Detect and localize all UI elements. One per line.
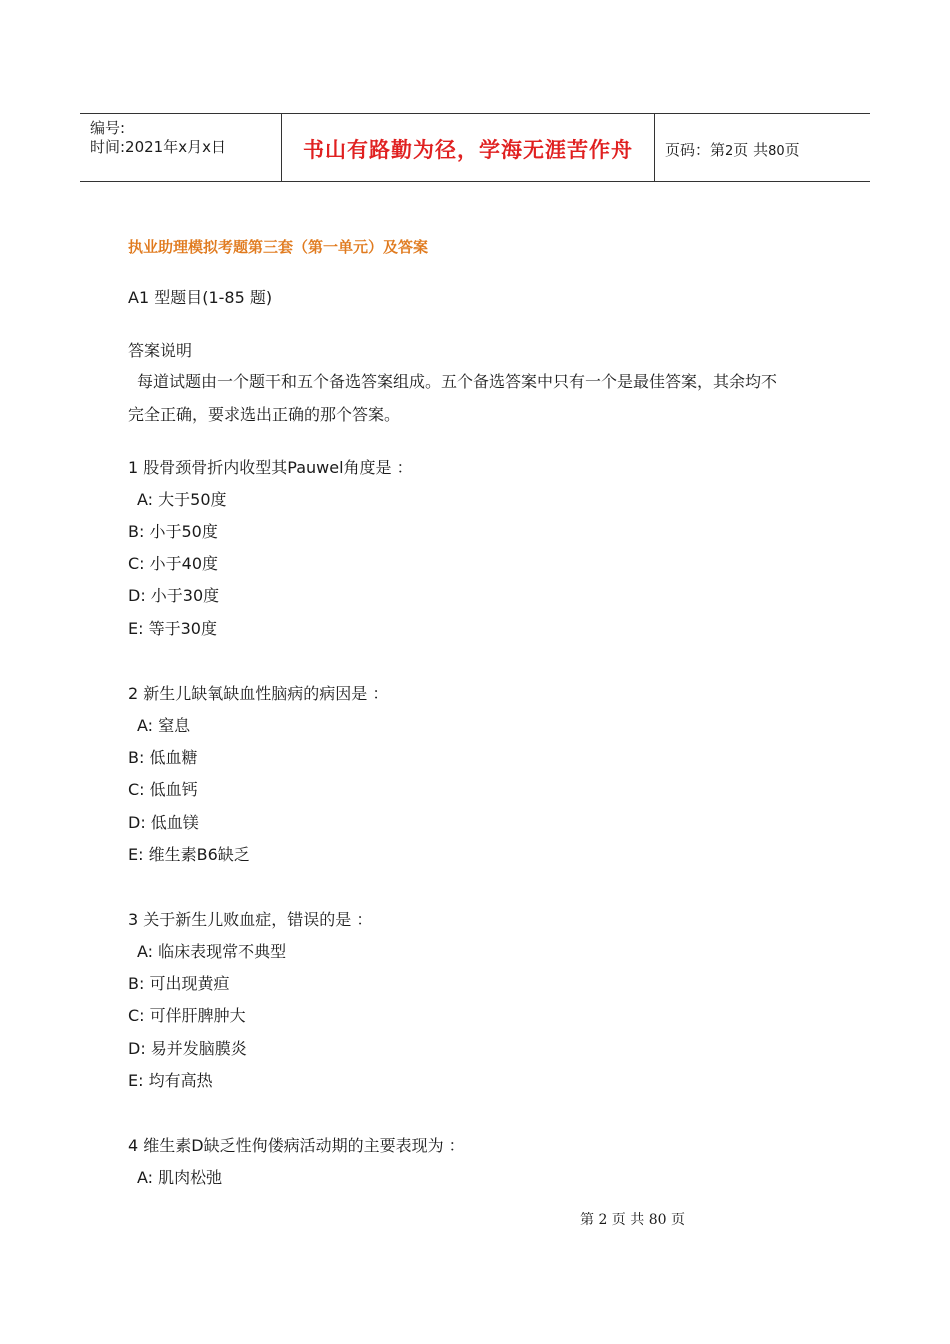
question-3-option-c: C: 可伴肝脾肿大: [128, 1006, 246, 1025]
question-4-option-a: A: 肌肉松弛: [137, 1168, 223, 1187]
question-3-option-d: D: 易并发脑膜炎: [128, 1039, 247, 1058]
question-1-option-e: E: 等于30度: [128, 619, 217, 638]
question-2-option-d: D: 低血镁: [128, 813, 199, 832]
page-suffix: 页: [784, 141, 800, 159]
page-header: [80, 113, 870, 182]
question-1-option-c: C: 小于40度: [128, 554, 219, 573]
question-2-option-a: A: 窒息: [137, 716, 191, 735]
page-prefix: 页码：第: [665, 141, 726, 159]
question-2-option-c: C: 低血钙: [128, 780, 198, 799]
question-1-stem: 1 股骨颈骨折内收型其Pauwel角度是 ：: [128, 458, 413, 477]
page-footer: 第 2 页 共 80 页: [580, 1212, 685, 1228]
motto: 书山有路勤为径，学海无涯苦作舟: [303, 138, 633, 162]
question-3-option-a: A: 临床表现常不典型: [137, 942, 287, 961]
time-label: 时间:2021年x月x日: [90, 138, 226, 156]
question-1-option-a: A: 大于50度: [137, 490, 227, 509]
page-mid: 页 共: [733, 141, 769, 159]
header-page-cell: [655, 114, 870, 181]
page-number: 2: [725, 144, 734, 159]
header-info-cell: [80, 114, 280, 181]
question-3-option-e: E: 均有高热: [128, 1071, 213, 1090]
page-total: 80: [768, 144, 785, 159]
question-3-stem: 3 关于新生儿败血症，错误的是 ：: [128, 910, 373, 929]
instructions-line-2: 完全正确，要求选出正确的那个答案。: [128, 405, 401, 424]
question-1-option-b: B: 小于50度: [128, 522, 218, 541]
question-1-option-d: D: 小于30度: [128, 586, 220, 605]
serial-label: 编号:: [90, 119, 126, 137]
section-heading: A1 型题目(1-85 题): [128, 288, 273, 307]
question-2-option-e: E: 维生素B6缺乏: [128, 845, 250, 864]
instructions-line-1: 每道试题由一个题干和五个备选答案组成。五个备选答案中只有一个是最佳答案，其余均不: [137, 372, 778, 391]
header-motto-cell: [281, 114, 655, 181]
instructions-heading: 答案说明: [128, 341, 193, 360]
question-2-stem: 2 新生儿缺氧缺血性脑病的病因是 ：: [128, 684, 389, 703]
question-3-option-b: B: 可出现黄疸: [128, 974, 230, 993]
page-code: [665, 139, 800, 160]
question-4-stem: 4 维生素D缺乏性佝偻病活动期的主要表现为 ：: [128, 1136, 465, 1155]
document-title: 执业助理模拟考题第三套（第一单元）及答案: [128, 238, 429, 256]
question-2-option-b: B: 低血糖: [128, 748, 198, 767]
